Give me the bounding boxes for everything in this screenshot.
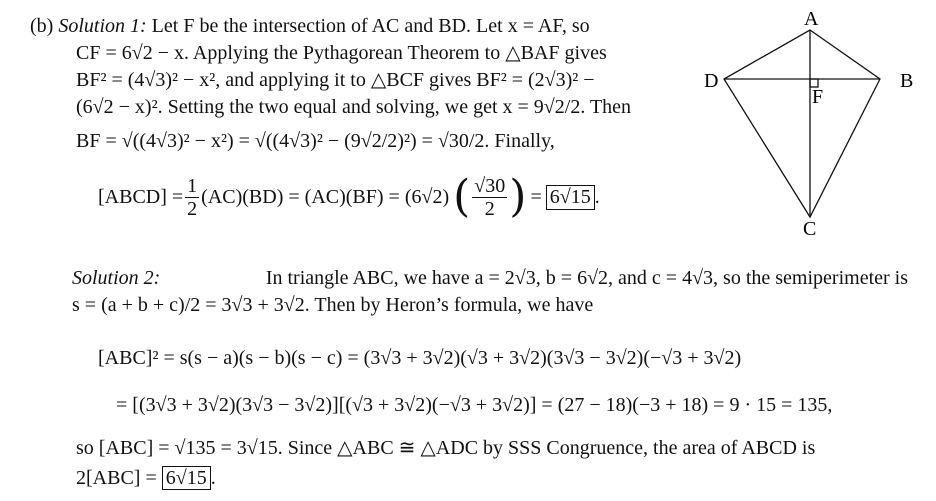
half-fraction bbox=[185, 175, 199, 220]
solution-1-heading: Solution 1: bbox=[58, 15, 147, 37]
sol1-line-4: (6√2 − x)². Setting the two equal and solving, we get x = 9√2/2. Then bbox=[76, 96, 632, 118]
solution-2-heading: Solution 2: bbox=[72, 267, 161, 289]
heron-equation-2: = [(3√3 + 3√2)(3√3 − 3√2)][(√3 + 3√2)(−√3 + 3√2)] = (27 − 18)(−3 + 18) = 9 · 15 = 135, bbox=[116, 394, 833, 416]
sol1-line-5: BF = √((4√3)² − x²) = √((4√3)² − (9√2/2)²) = √30/2. Finally, bbox=[76, 130, 555, 152]
label-c: C bbox=[803, 218, 817, 240]
sol2-final-period: . bbox=[210, 467, 216, 489]
label-d: D bbox=[704, 70, 719, 92]
half-numerator: 1 bbox=[187, 174, 198, 197]
answer-box-2: 6√15 bbox=[162, 466, 211, 490]
answer-box-1: 6√15 bbox=[546, 185, 595, 210]
bf-numerator: √30 bbox=[474, 174, 506, 197]
area-equation: [ABCD] = $\frac{1}{2}$ (AC)(BD) = (AC)(BF) = (6√2) ( $\frac{√30}{2}$ ) = 6√15 . bbox=[98, 171, 600, 222]
sol2-line-1 bbox=[72, 266, 908, 290]
sol2-line-1-text: In triangle ABC, we have a = 2√3, b = 6√2, and c = 4√3, so the semiperimeter is bbox=[265, 267, 908, 289]
heron-equation-1: [ABC]² = s(s − a)(s − b)(s − c) = (3√3 + 3√2)(√3 + 3√2)(3√3 − 3√2)(−√3 + 3√2) bbox=[98, 347, 742, 369]
part-label: (b) bbox=[30, 15, 54, 37]
sol2-line-5: so [ABC] = √135 = 3√15. Since △ABC ≅ △ADC by SSS Congruence, the area of ABCD is bbox=[76, 437, 816, 459]
sol1-line-1 bbox=[30, 14, 590, 38]
sol2-line-6 bbox=[76, 466, 216, 490]
sol2-line-2: s = (a + b + c)/2 = 3√3 + 3√2. Then by Heron’s formula, we have bbox=[72, 294, 594, 316]
label-a: A bbox=[804, 8, 819, 30]
sol1-line-3: BF² = (4√3)² − x², and applying it to △BCF gives BF² = (2√3)² − bbox=[76, 69, 595, 91]
label-f: F bbox=[812, 86, 824, 108]
bf-fraction bbox=[472, 175, 507, 220]
sol2-final-left: 2[ABC] = bbox=[76, 467, 157, 489]
half-denominator: 2 bbox=[187, 197, 198, 220]
kite-outline bbox=[724, 30, 880, 217]
eq-equals: = bbox=[530, 185, 542, 208]
eq-period: . bbox=[594, 185, 600, 208]
eq-left: [ABCD] = bbox=[98, 185, 184, 208]
kite-diagram bbox=[690, 5, 930, 240]
sol1-line-2: CF = 6√2 − x. Applying the Pythagorean Theorem to △BAF gives bbox=[76, 42, 607, 64]
sol1-line-1-text: Let F be the intersection of AC and BD. Let x = AF, so bbox=[151, 15, 590, 37]
eq-middle: (AC)(BD) = (AC)(BF) = (6√2) bbox=[201, 185, 450, 208]
bf-denominator: 2 bbox=[484, 197, 495, 220]
label-b: B bbox=[900, 70, 914, 92]
